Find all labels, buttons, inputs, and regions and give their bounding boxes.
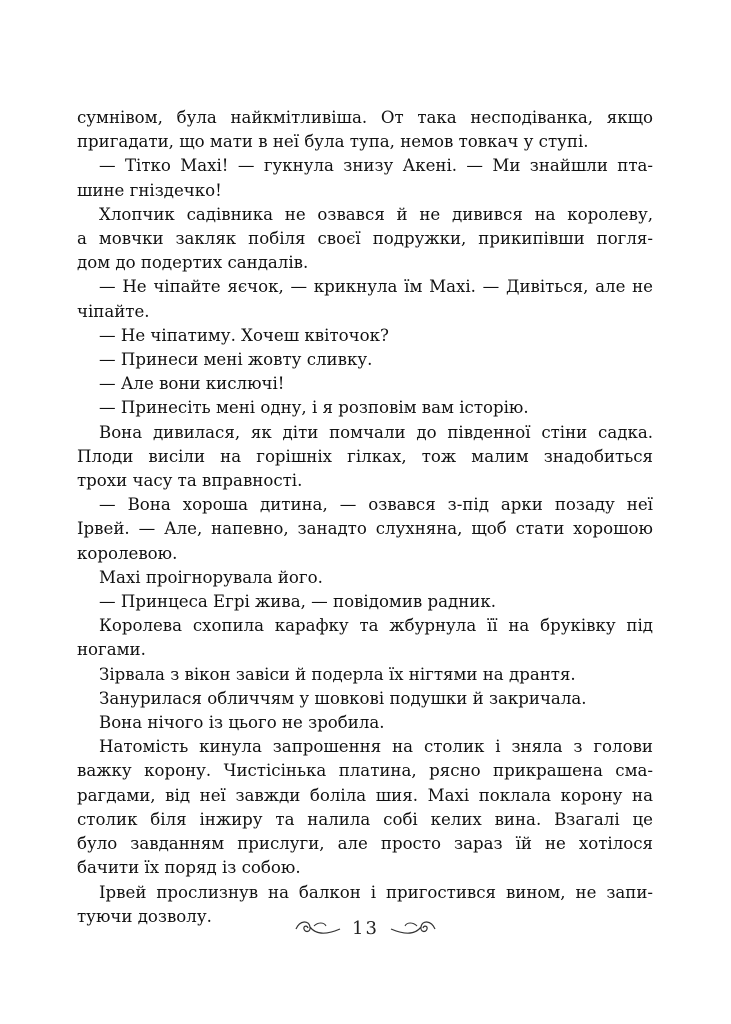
text-line: — Але вони кислючі! [99, 374, 285, 394]
text-line: а мовчки закляк побіля своєї подружки, прикипівши погля- [77, 229, 653, 249]
text-line: Хлопчик садівника не озвався й не дивився на королеву, [99, 204, 653, 224]
text-line: ногами. [77, 640, 146, 660]
text-line: — Вона хороша дитина, — озвався з-під арки позаду неї [99, 495, 653, 515]
text-line: столик біля інжиру та налила собі келих вина. Взагалі це [77, 809, 653, 829]
scroll-flourish-right-icon [389, 917, 437, 939]
text-line: Натомість кинула запрошення на столик і зняла з голови [99, 737, 653, 757]
text-line: Махі проігнорувала його. [99, 567, 323, 587]
text-line: туючи дозволу. [77, 906, 212, 926]
text-line: — Не чіпатиму. Хочеш квіточок? [99, 325, 389, 345]
text-line: трохи часу та вправності. [77, 471, 303, 491]
text-line: важку корону. Чистісінька платина, рясно прикрашена сма- [77, 761, 653, 781]
text-line: чіпайте. [77, 301, 150, 321]
text-line: бачити їх поряд із собою. [77, 858, 301, 878]
text-line: пригадати, що мати в неї була тупа, немов товкач у ступі. [77, 132, 589, 152]
text-line: сумнівом, була найкмітливіша. От така несподіванка, якщо [77, 108, 653, 127]
text-line: Ірвей. — Але, напевно, занадто слухняна, щоб стати хорошою [77, 519, 653, 539]
text-line: — Принеси мені жовту сливку. [99, 350, 373, 370]
text-line: — Не чіпайте яєчок, — крикнула їм Махі. — Дивіться, але не [99, 277, 653, 297]
text-line: Вона дивилася, як діти помчали до південної стіни садка. [99, 422, 653, 442]
scroll-flourish-left-icon [294, 917, 342, 939]
text-line: — Принцеса Егрі жива, — повідомив радник. [99, 592, 497, 612]
text-line: Ірвей прослизнув на балкон і пригостився вином, не запи- [99, 882, 653, 902]
page-number: 13 [352, 917, 379, 939]
body-text [77, 106, 653, 929]
page-folio [0, 908, 731, 948]
text-line: було завданням прислуги, але просто зараз їй не хотілося [77, 834, 653, 854]
text-line: Плоди висіли на горішніх гілках, тож малим знадобиться [77, 446, 653, 466]
text-line: Вона нічого із цього не зробила. [99, 713, 385, 733]
text-line: королевою. [77, 543, 178, 563]
text-line: дом до подертих сандалів. [77, 253, 309, 273]
text-line: рагдами, від неї завжди боліла шия. Махі поклала корону на [77, 785, 653, 805]
text-line: Занурилася обличчям у шовкові подушки й закричала. [99, 688, 587, 708]
text-line: — Тітко Махі! — гукнула знизу Акені. — Ми знайшли пта- [99, 156, 653, 176]
text-line: шине гніздечко! [77, 180, 222, 200]
text-line: — Принесіть мені одну, і я розповім вам історію. [99, 398, 529, 418]
text-line: Зірвала з вікон завіси й подерла їх нігтями на дрантя. [99, 664, 576, 684]
text-line: Королева схопила карафку та жбурнула її на бруківку під [99, 616, 653, 636]
